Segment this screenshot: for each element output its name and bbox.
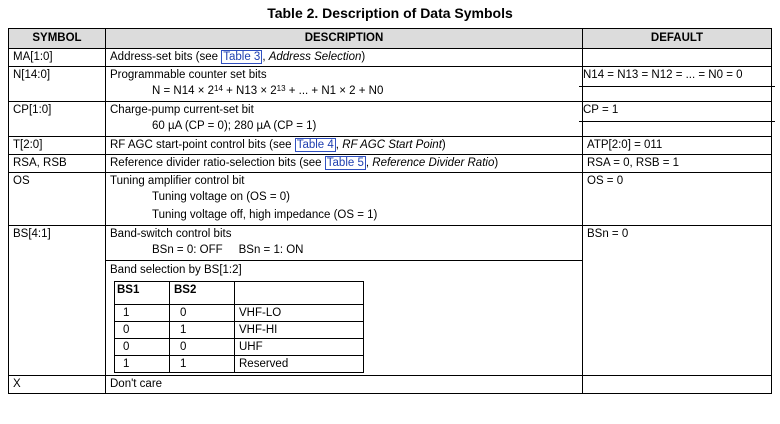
desc-text: Reference divider ratio-selection bits (see: [110, 157, 325, 169]
band-name: VHF-HI: [235, 322, 364, 339]
band-name: VHF-LO: [235, 305, 364, 322]
description-cell: Don't care: [106, 376, 583, 394]
default-cell: [583, 67, 772, 102]
table-row: [9, 137, 772, 155]
table-row: [9, 173, 772, 226]
table-row: [9, 102, 772, 137]
default-cell: [583, 376, 772, 394]
table-row: [9, 226, 772, 376]
eq-part: + ... + N1 × 2 + N0: [285, 85, 384, 97]
band-bs1: 1: [115, 356, 170, 373]
desc-italic: Address Selection: [268, 51, 362, 63]
description-cell: [106, 67, 583, 102]
desc-italic: Reference Divider Ratio: [372, 157, 495, 169]
table-row: [9, 49, 772, 67]
band-bs1: 1: [115, 305, 170, 322]
band-row: [115, 305, 364, 322]
symbol-cell: OS: [9, 173, 106, 226]
default-value: N14 = N13 = N12 = ... = N0 = 0: [579, 67, 775, 87]
default-cell: [583, 102, 772, 137]
table-5-link[interactable]: Table 5: [326, 157, 364, 169]
table-4-link[interactable]: Table 4: [296, 139, 334, 151]
band-row: [115, 339, 364, 356]
table-row: [9, 155, 772, 173]
counter-equation: [110, 82, 578, 100]
table-title: Table 2. Description of Data Symbols: [267, 5, 513, 21]
band-col-bs2: BS2: [170, 282, 235, 305]
header-description: DESCRIPTION: [106, 29, 583, 49]
eq-part: + N13 × 2: [222, 85, 277, 97]
band-bs1: 0: [115, 339, 170, 356]
default-cell: ATP[2:0] = 011: [583, 137, 772, 155]
data-symbols-table: [8, 28, 772, 394]
symbol-cell: CP[1:0]: [9, 102, 106, 137]
default-cell: OS = 0: [583, 173, 772, 226]
band-name: UHF: [235, 339, 364, 356]
table-row: [9, 67, 772, 102]
band-bs2: 1: [170, 322, 235, 339]
desc-text: ): [441, 139, 446, 151]
band-name: Reserved: [235, 356, 364, 373]
description-cell: [106, 137, 583, 155]
default-cell: BSn = 0: [583, 226, 772, 376]
default-value: CP = 1: [579, 102, 775, 122]
header-row: [9, 29, 772, 49]
symbol-cell: MA[1:0]: [9, 49, 106, 67]
desc-sub: Tuning voltage on (OS = 0): [152, 191, 290, 203]
eq-part: N = N14 × 2: [152, 85, 215, 97]
default-cell: RSA = 0, RSB = 1: [583, 155, 772, 173]
description-cell: [106, 173, 583, 226]
band-selection-title: Band selection by BS[1:2]: [110, 264, 242, 276]
desc-text: RF AGC start-point control bits (see: [110, 139, 295, 151]
desc-text: ): [494, 157, 499, 169]
band-header-row: [115, 282, 364, 305]
desc-text: Band-switch control bits: [110, 228, 232, 240]
eq-sup: 14: [214, 84, 223, 93]
header-default: DEFAULT: [583, 29, 772, 49]
desc-text: ): [361, 51, 366, 63]
symbol-cell: X: [9, 376, 106, 394]
description-cell: [106, 49, 583, 67]
band-row: [115, 356, 364, 373]
band-bs2: 1: [170, 356, 235, 373]
band-bs2: 0: [170, 305, 235, 322]
desc-sub: 60 µA (CP = 0); 280 µA (CP = 1): [152, 120, 317, 132]
desc-text: ,: [365, 157, 373, 169]
desc-text: ,: [262, 51, 269, 63]
table-3-link[interactable]: Table 3: [223, 51, 261, 63]
symbol-cell: RSA, RSB: [9, 155, 106, 173]
eq-sup: 13: [276, 84, 286, 93]
desc-italic: RF AGC Start Point: [342, 139, 442, 151]
band-selection-block: [106, 260, 582, 375]
band-row: [115, 322, 364, 339]
description-cell: [106, 102, 583, 137]
desc-text: Address-set bits (see: [110, 51, 222, 63]
desc-sub: BSn = 0: OFF BSn = 1: ON: [152, 244, 304, 256]
desc-text: ,: [335, 139, 343, 151]
symbol-cell: T[2:0]: [9, 137, 106, 155]
symbol-cell: N[14:0]: [9, 67, 106, 102]
desc-text: Tuning amplifier control bit: [110, 175, 245, 187]
band-col-name: [235, 282, 364, 305]
bs-desc-block: [106, 226, 582, 260]
symbol-cell: BS[4:1]: [9, 226, 106, 376]
header-symbol: SYMBOL: [9, 29, 106, 49]
description-cell: [106, 226, 583, 376]
desc-sub: Tuning voltage off, high impedance (OS = 1): [152, 209, 378, 221]
band-bs2: 0: [170, 339, 235, 356]
band-bs1: 0: [115, 322, 170, 339]
default-cell: [583, 49, 772, 67]
band-col-bs1: BS1: [115, 282, 170, 305]
desc-text: Programmable counter set bits: [110, 69, 267, 81]
band-selection-table: [114, 281, 364, 373]
description-cell: [106, 155, 583, 173]
table-row: [9, 376, 772, 394]
desc-text: Charge-pump current-set bit: [110, 104, 254, 116]
